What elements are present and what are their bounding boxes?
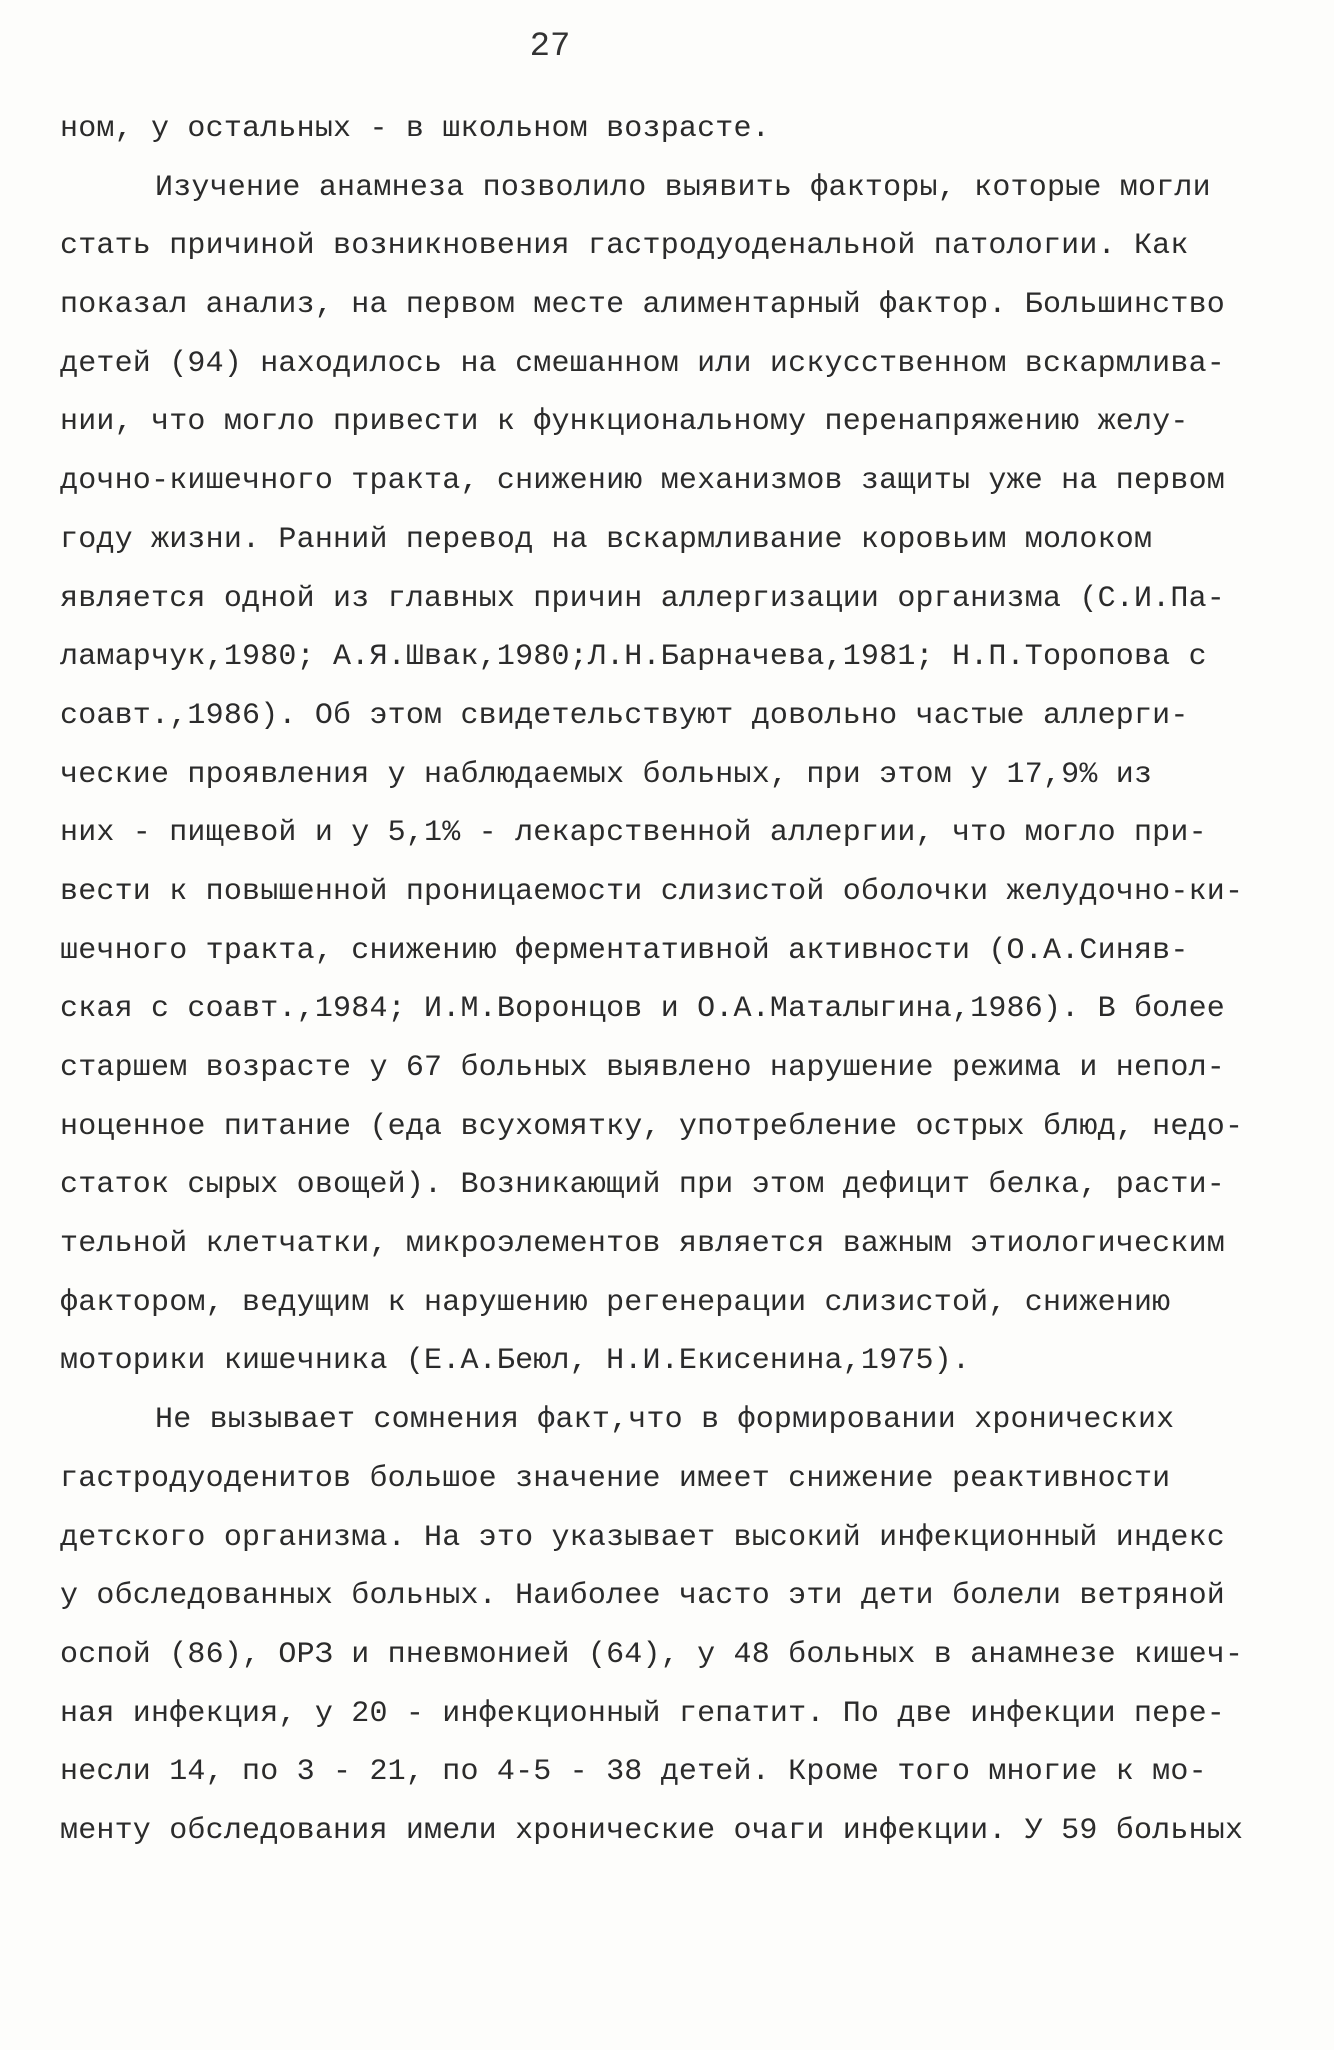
text-line: является одной из главных причин аллергизации организма (С.И.Па-: [60, 581, 1225, 616]
body-text: [60, 100, 1280, 1861]
text-line: соавт.,1986). Об этом свидетельствуют довольно частые аллерги-: [60, 698, 1189, 733]
text-line: ская с соавт.,1984; И.М.Воронцов и О.А.Маталыгина,1986). В более: [60, 992, 1225, 1027]
text-line: у обследованных больных. Наиболее часто эти дети болели ветряной: [60, 1579, 1225, 1614]
text-line: статок сырых овощей). Возникающий при этом дефицит белка, расти-: [60, 1168, 1225, 1203]
text-line: ческие проявления у наблюдаемых больных, при этом у 17,9% из: [60, 757, 1153, 792]
text-line: стать причиной возникновения гастродуоденальной патологии. Как: [60, 229, 1189, 264]
text-line: дочно-кишечного тракта, снижению механизмов защиты уже на первом: [60, 464, 1225, 499]
text-line: Изучение анамнеза позволило выявить факторы, которые могли: [155, 170, 1211, 205]
text-line: них - пищевой и у 5,1% - лекарственной аллергии, что могло при-: [60, 816, 1207, 851]
text-line: году жизни. Ранний перевод на вскармливание коровьим молоком: [60, 522, 1153, 557]
text-line: показал анализ, на первом месте алиментарный фактор. Большинство: [60, 288, 1225, 323]
text-line: менту обследования имели хронические очаги инфекции. У 59 больных: [60, 1813, 1244, 1848]
text-line: оспой (86), ОРЗ и пневмонией (64), у 48 больных в анамнезе кишеч-: [60, 1637, 1244, 1672]
text-line: ном, у остальных - в школьном возрасте.: [60, 112, 770, 146]
text-line: вести к повышенной проницаемости слизистой оболочки желудочно-ки-: [60, 874, 1244, 909]
text-line: Не вызывает сомнения факт,что в формировании хронических: [155, 1403, 1175, 1438]
text-line: детей (94) находилось на смешанном или искусственном вскармлива-: [60, 346, 1225, 381]
text-line: фактором, ведущим к нарушению регенерации слизистой, снижению: [60, 1285, 1171, 1320]
text-line: ная инфекция, у 20 - инфекционный гепатит. По две инфекции пере-: [60, 1696, 1225, 1731]
text-line: моторики кишечника (Е.А.Беюл, Н.И.Екисенина,1975).: [60, 1344, 971, 1379]
text-line: ламарчук,1980; А.Я.Швак,1980;Л.Н.Барначева,1981; Н.П.Торопова с: [60, 640, 1207, 675]
page-number: 27: [529, 28, 571, 66]
text-line: шечного тракта, снижению ферментативной активности (О.А.Синяв-: [60, 933, 1189, 968]
text-line: несли 14, по 3 - 21, по 4-5 - 38 детей. Кроме того многие к мо-: [60, 1755, 1207, 1790]
text-line: тельной клетчатки, микроэлементов является важным этиологическим: [60, 1227, 1225, 1262]
text-line: ноценное питание (еда всухомятку, употребление острых блюд, недо-: [60, 1109, 1244, 1144]
text-line: детского организма. На это указывает высокий инфекционный индекс: [60, 1520, 1225, 1555]
text-line: старшем возрасте у 67 больных выявлено нарушение режима и непол-: [60, 1051, 1225, 1085]
text-line: нии, что могло привести к функциональному перенапряжению желу-: [60, 405, 1189, 440]
text-line: гастродуоденитов большое значение имеет снижение реактивности: [60, 1461, 1171, 1496]
